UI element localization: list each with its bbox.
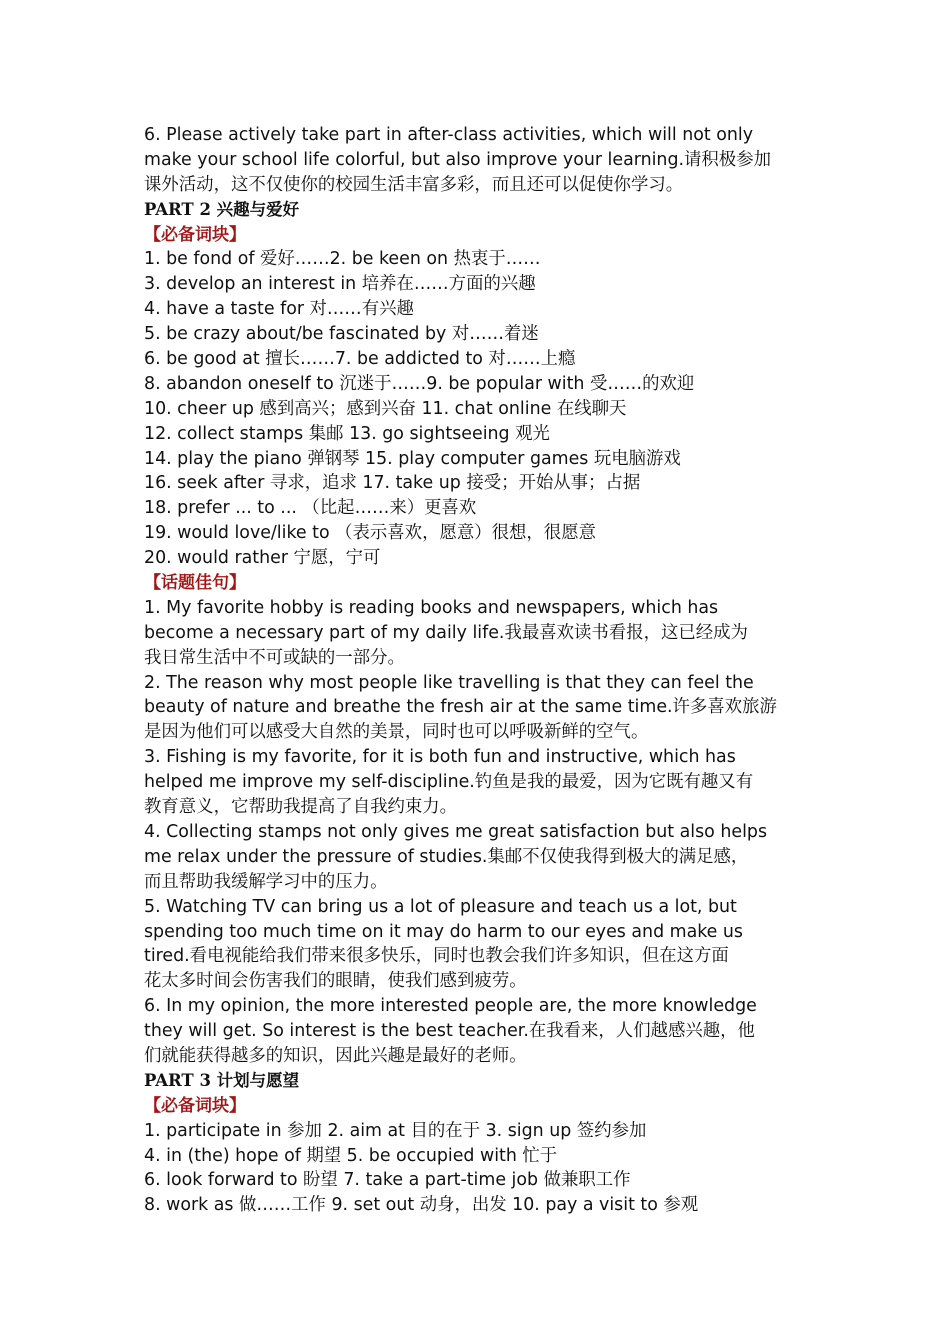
text-line: 20. would rather 宁愿，宁可 <box>144 548 381 569</box>
text-line: become a necessary part of my daily life.我最喜欢读书看报，这已经成为 <box>144 622 748 643</box>
subsection-heading: 【话题佳句】 <box>144 573 246 594</box>
text-line: spending too much time on it may do harm to our eyes and make us <box>144 921 743 942</box>
text-line: 教育意义，它帮助我提高了自我约束力。 <box>144 797 458 818</box>
text-line: 2. The reason why most people like travelling is that they can feel the <box>144 672 754 693</box>
text-line: 而且帮助我缓解学习中的压力。 <box>144 871 388 892</box>
text-line: 1. be fond of 爱好……2. be keen on 热衷于…… <box>144 249 541 270</box>
section-title: PART 2 兴趣与爱好 <box>144 199 300 219</box>
text-line: 1. My favorite hobby is reading books and newspapers, which has <box>144 597 719 618</box>
text-line: 14. play the piano 弹钢琴 15. play computer games 玩电脑游戏 <box>144 448 681 469</box>
text-line: 是因为他们可以感受大自然的美景，同时也可以呼吸新鲜的空气。 <box>144 722 649 743</box>
text-line: 4. in (the) hope of 期望 5. be occupied with 忙于 <box>144 1145 558 1166</box>
section-title: PART 3 计划与愿望 <box>144 1070 300 1090</box>
subsection-heading: 【必备词块】 <box>144 1095 246 1116</box>
text-line: me relax under the pressure of studies.集邮不仅使我得到极大的满足感， <box>144 846 749 867</box>
text-line: 们就能获得越多的知识，因此兴趣是最好的老师。 <box>144 1045 527 1066</box>
text-line: 8. abandon oneself to 沉迷于……9. be popular with 受……的欢迎 <box>144 373 695 394</box>
text-line: 6. look forward to 盼望 7. take a part-time job 做兼职工作 <box>144 1170 631 1191</box>
subsection-heading: 【必备词块】 <box>144 224 246 245</box>
text-line: 6. In my opinion, the more interested people are, the more knowledge <box>144 996 757 1017</box>
text-line: 12. collect stamps 集邮 13. go sightseeing 观光 <box>144 423 550 444</box>
text-line: 8. work as 做……工作 9. set out 动身，出发 10. pay a visit to 参观 <box>144 1195 699 1216</box>
text-line: 6. Please actively take part in after-class activities, which will not only <box>144 125 754 145</box>
text-line: 10. cheer up 感到高兴；感到兴奋 11. chat online 在线聊天 <box>144 398 627 419</box>
text-line: 1. participate in 参加 2. aim at 目的在于 3. sign up 签约参加 <box>144 1120 647 1141</box>
text-line: 16. seek after 寻求，追求 17. take up 接受；开始从事；占据 <box>144 473 641 494</box>
text-line: helped me improve my self-discipline.钓鱼是我的最爱，因为它既有趣又有 <box>144 772 754 793</box>
text-line: 19. would love/like to （表示喜欢，愿意）很想，很愿意 <box>144 523 596 544</box>
text-line: 花太多时间会伤害我们的眼睛，使我们感到疲劳。 <box>144 971 527 992</box>
text-line: 6. be good at 擅长……7. be addicted to 对……上瘾 <box>144 349 576 370</box>
text-line: 3. develop an interest in 培养在……方面的兴趣 <box>144 274 536 295</box>
text-line: 我日常生活中不可或缺的一部分。 <box>144 647 405 668</box>
text-line: beauty of nature and breathe the fresh air at the same time.许多喜欢旅游 <box>144 697 777 718</box>
text-line: 5. Watching TV can bring us a lot of pleasure and teach us a lot, but <box>144 896 737 917</box>
text-line: 4. Collecting stamps not only gives me great satisfaction but also helps <box>144 821 768 842</box>
document-page <box>144 123 812 1218</box>
text-line: they will get. So interest is the best teacher.在我看来，人们越感兴趣，他 <box>144 1021 755 1042</box>
text-line: make your school life colorful, but also improve your learning.请积极参加 <box>144 149 771 170</box>
text-line: 课外活动，这不仅使你的校园生活丰富多彩，而且还可以促使你学习。 <box>144 174 684 195</box>
text-line: 4. have a taste for 对……有兴趣 <box>144 299 414 320</box>
text-line: 3. Fishing is my favorite, for it is both fun and instructive, which has <box>144 747 736 768</box>
text-line: tired.看电视能给我们带来很多快乐，同时也教会我们许多知识，但在这方面 <box>144 946 729 967</box>
text-line: 5. be crazy about/be fascinated by 对……着迷 <box>144 324 539 345</box>
text-line: 18. prefer ... to ... （比起……来）更喜欢 <box>144 498 477 519</box>
